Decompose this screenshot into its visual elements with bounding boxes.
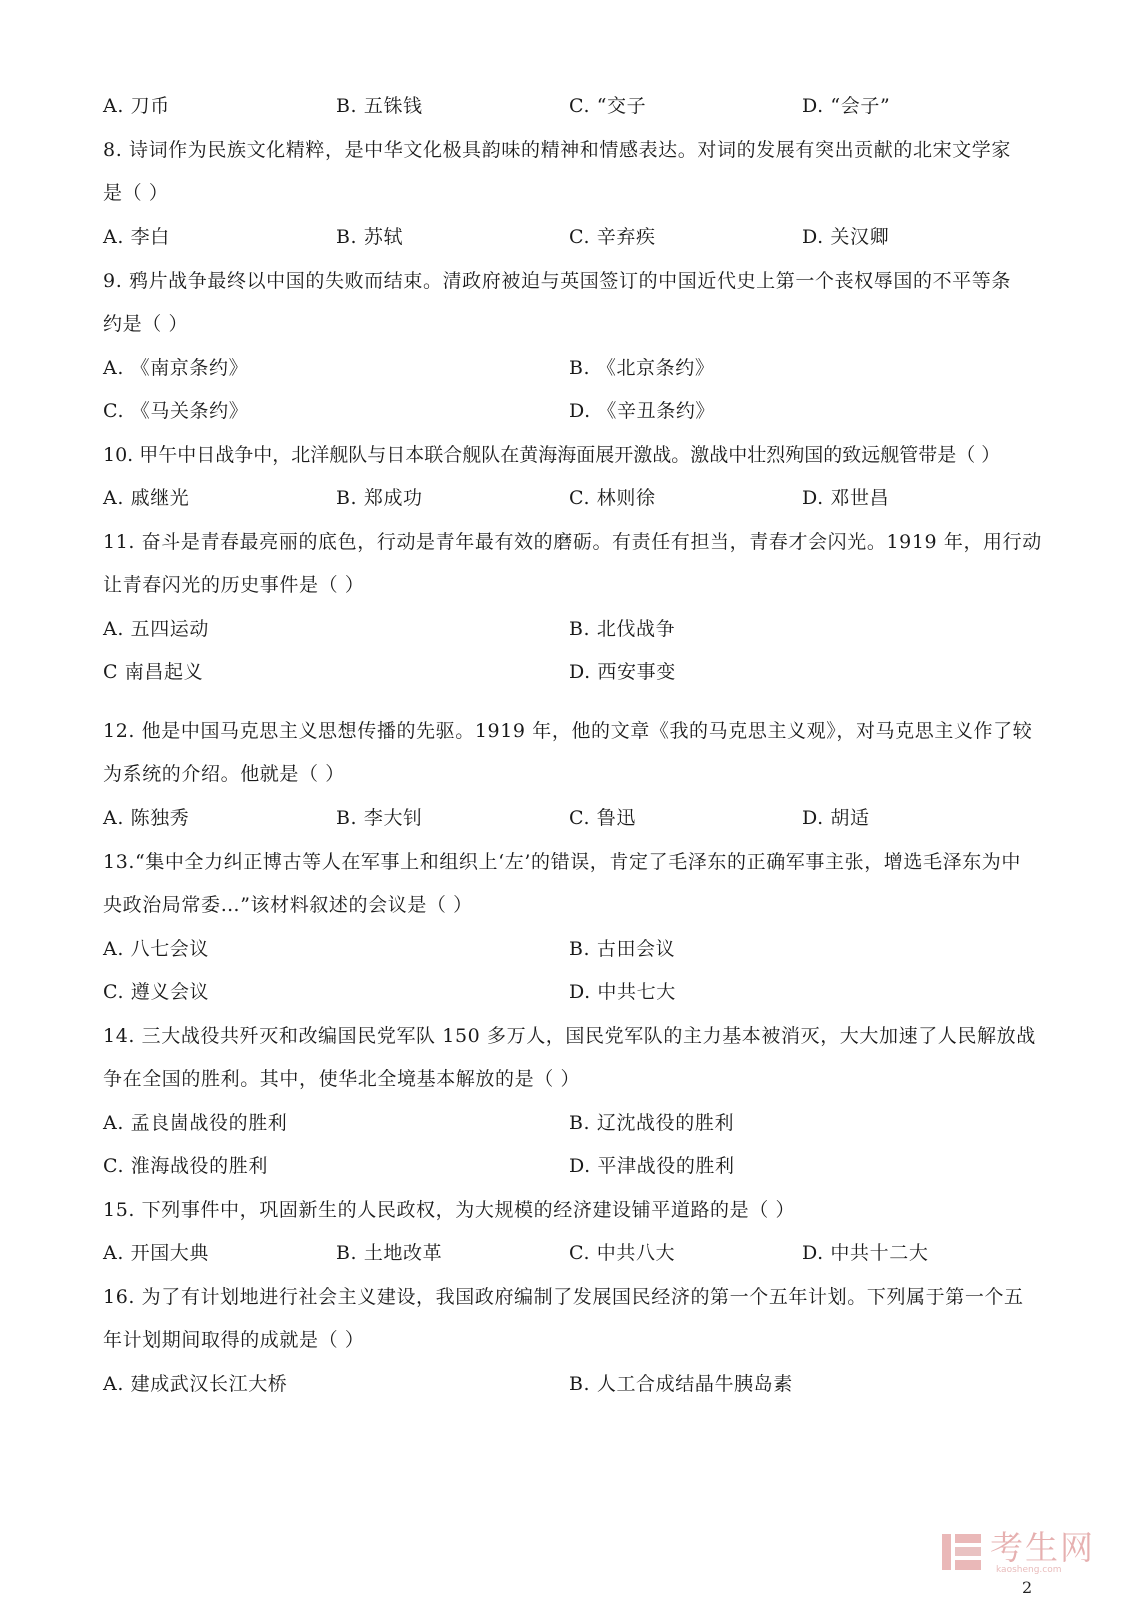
q8-option-a: A. 李白 (103, 226, 170, 248)
q13-stem-line2: 央政治局常委…”该材料叙述的会议是（ ） (103, 894, 473, 916)
q11-option-c: C 南昌起义 (103, 661, 204, 683)
q13-option-a: A. 八七会议 (103, 938, 210, 960)
q15-option-b: B. 土地改革 (336, 1242, 443, 1264)
q9-option-a: A. 《南京条约》 (103, 357, 249, 379)
q10-option-c: C. 林则徐 (569, 487, 656, 509)
q11-option-b: B. 北伐战争 (569, 618, 676, 640)
q14-stem-line1: 14. 三大战役共歼灭和改编国民党军队 150 多万人，国民党军队的主力基本被消灭，大大加速了人民解放战 (103, 1025, 1036, 1047)
q16-option-b: B. 人工合成结晶牛胰岛素 (569, 1373, 793, 1395)
q7-option-b: B. 五铢钱 (336, 95, 423, 117)
q14-option-b: B. 辽沈战役的胜利 (569, 1112, 735, 1134)
q13-option-c: C. 遵义会议 (103, 981, 210, 1003)
q8-option-b: B. 苏轼 (336, 226, 404, 248)
q14-option-d: D. 平津战役的胜利 (569, 1155, 735, 1177)
q7-option-a: A. 刀币 (103, 95, 170, 117)
q16-stem-line1: 16. 为了有计划地进行社会主义建设，我国政府编制了发展国民经济的第一个五年计划。下列属于第一个五 (103, 1286, 1024, 1308)
q10-stem-line1: 10. 甲午中日战争中，北洋舰队与日本联合舰队在黄海海面展开激战。激战中壮烈殉国的致远舰管带是（ ） (103, 444, 1001, 466)
watermark-subtext: kaosheng.com (996, 1565, 1062, 1575)
q10-option-d: D. 邓世昌 (802, 487, 890, 509)
q12-option-c: C. 鲁迅 (569, 807, 636, 829)
q14-stem-line2: 争在全国的胜利。其中，使华北全境基本解放的是（ ） (103, 1068, 581, 1090)
q16-option-a: A. 建成武汉长江大桥 (103, 1373, 288, 1395)
q12-stem-line1: 12. 他是中国马克思主义思想传播的先驱。1919 年，他的文章《我的马克思主义观》，对马克思主义作了较 (103, 720, 1033, 742)
q14-option-a: A. 孟良崮战役的胜利 (103, 1112, 288, 1134)
q12-option-a: A. 陈独秀 (103, 807, 190, 829)
q9-stem-line1: 9. 鸦片战争最终以中国的失败而结束。清政府被迫与英国签订的中国近代史上第一个丧权辱国的不平等条 (103, 270, 1011, 292)
q12-option-d: D. 胡适 (802, 807, 870, 829)
watermark-logo-icon (940, 1530, 984, 1574)
q15-option-c: C. 中共八大 (569, 1242, 676, 1264)
q13-stem-line1: 13.“集中全力纠正博古等人在军事上和组织上‘左’的错误，肯定了毛泽东的正确军事主张，增选毛泽东为中 (103, 851, 1022, 873)
q12-stem-line2: 为系统的介绍。他就是（ ） (103, 763, 345, 785)
watermark (940, 1528, 1118, 1576)
q11-stem-line2: 让青春闪光的历史事件是（ ） (103, 574, 365, 596)
q9-option-d: D. 《辛丑条约》 (569, 400, 716, 422)
q8-option-c: C. 辛弃疾 (569, 226, 656, 248)
q10-option-b: B. 郑成功 (336, 487, 423, 509)
q15-option-d: D. 中共十二大 (802, 1242, 929, 1264)
q11-option-a: A. 五四运动 (103, 618, 210, 640)
q15-stem-line1: 15. 下列事件中，巩固新生的人民政权，为大规模的经济建设铺平道路的是（ ） (103, 1199, 796, 1221)
q9-option-c: C. 《马关条约》 (103, 400, 249, 422)
q9-option-b: B. 《北京条约》 (569, 357, 715, 379)
q15-option-a: A. 开国大典 (103, 1242, 210, 1264)
q10-option-a: A. 戚继光 (103, 487, 190, 509)
q13-option-b: B. 古田会议 (569, 938, 676, 960)
q12-option-b: B. 李大钊 (336, 807, 423, 829)
q14-option-c: C. 淮海战役的胜利 (103, 1155, 268, 1177)
q8-option-d: D. 关汉卿 (802, 226, 890, 248)
q8-stem-line1: 8. 诗词作为民族文化精粹，是中华文化极具韵味的精神和情感表达。对词的发展有突出贡献的北宋文学家 (103, 139, 1011, 161)
page-number: 2 (1022, 1578, 1033, 1597)
q11-option-d: D. 西安事变 (569, 661, 676, 683)
q9-stem-line2: 约是（ ） (103, 313, 189, 335)
q11-stem-line1: 11. 奋斗是青春最亮丽的底色，行动是青年最有效的磨砺。有责任有担当，青春才会闪光。1919 年，用行动 (103, 531, 1042, 553)
watermark-text: 考生网 (990, 1528, 1095, 1567)
q8-stem-line2: 是（ ） (103, 182, 169, 204)
q13-option-d: D. 中共七大 (569, 981, 676, 1003)
q7-option-d: D. “会子” (802, 95, 891, 117)
q16-stem-line2: 年计划期间取得的成就是（ ） (103, 1329, 365, 1351)
q7-option-c: C. “交子 (569, 95, 647, 117)
